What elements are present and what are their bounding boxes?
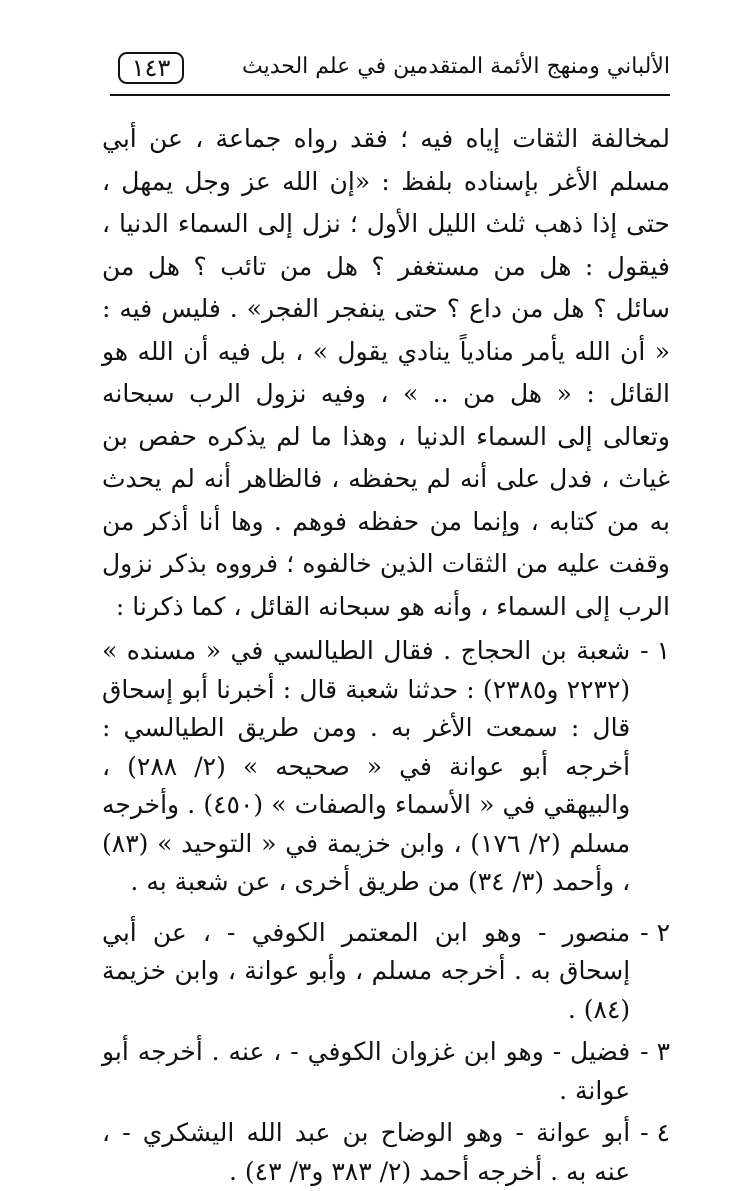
- list-item-number: ٣ -: [640, 1037, 670, 1066]
- page-header: [110, 44, 670, 94]
- header-rule: [110, 94, 670, 96]
- list-item-text: أبو عوانة - وهو الوضاح بن عبد الله اليشكري - ، عنه به . أخرجه أحمد (٢/ ٣٨٣ و٣/ ٤٣) .: [102, 1118, 631, 1186]
- list-item-text: منصور - وهو ابن المعتمر الكوفي - ، عن أبي إسحاق به . أخرجه مسلم ، وأبو عوانة ، وابن خزيمة (٨٤) .: [102, 917, 631, 1024]
- running-title: الألباني ومنهج الأئمة المتقدمين في علم الحديث: [241, 54, 670, 79]
- list-item: [102, 1033, 670, 1110]
- body-paragraph: لمخالفة الثقات إياه فيه ؛ فقد رواه جماعة ، عن أبي مسلم الأغر بإسناده بلفظ : «إن الله عز وجل يمهل ، حتى إذا ذهب ثلث الليل الأول ؛ نزل إلى السماء الدنيا ، فيقول : هل من مستغفر ؟ هل من تائب ؟ هل من سائل ؟ هل من داع ؟ حتى ينفجر الفجر» . فليس فيه : « أن الله يأمر منادياً ينادي يقول » ، بل فيه أن الله هو القائل : « هل من .. » ، وفيه نزول الرب سبحانه وتعالى إلى السماء الدنيا ، وهذا ما لم يذكره حفص بن غياث ، فدل على أنه لم يحفظه ، فالظاهر أنه لم يحدث به من كتابه ، وإنما من حفظه فوهم . وها أنا أذكر من وقفت عليه من الثقات الذين خالفوه ؛ فرووه بذكر نزول الرب إلى السماء ، وأنه هو سبحانه القائل ، كما ذكرنا :: [102, 124, 670, 621]
- list-item-number: ٤ -: [640, 1118, 670, 1147]
- list-item-text: فضيل - وهو ابن غزوان الكوفي - ، عنه . أخرجه أبو عوانة .: [102, 1037, 631, 1105]
- page-number: ١٤٣: [118, 52, 184, 84]
- main-text: [102, 118, 670, 1191]
- list-item-number: ٢ -: [640, 917, 670, 947]
- list-item-number: ١ -: [640, 636, 670, 665]
- list-item: [102, 632, 670, 902]
- list-item: [102, 1114, 670, 1191]
- list-item: [102, 914, 670, 1030]
- list-item-text: شعبة بن الحجاج . فقال الطيالسي في « مسنده » (٢٢٣٢ و٢٣٨٥) : حدثنا شعبة قال : أخبرنا أبو إسحاق قال : سمعت الأغر به . ومن طريق الطيالسي : أخرجه أبو عوانة في « صحيحه » (٢/ ٢٨٨) ، والبيهقي في « الأسماء والصفات » (٤٥٠) . وأخرجه مسلم (٢/ ١٧٦) ، وابن خزيمة في « التوحيد » (٨٣) ، وأحمد (٣/ ٣٤) من طريق أخرى ، عن شعبة به .: [102, 636, 631, 896]
